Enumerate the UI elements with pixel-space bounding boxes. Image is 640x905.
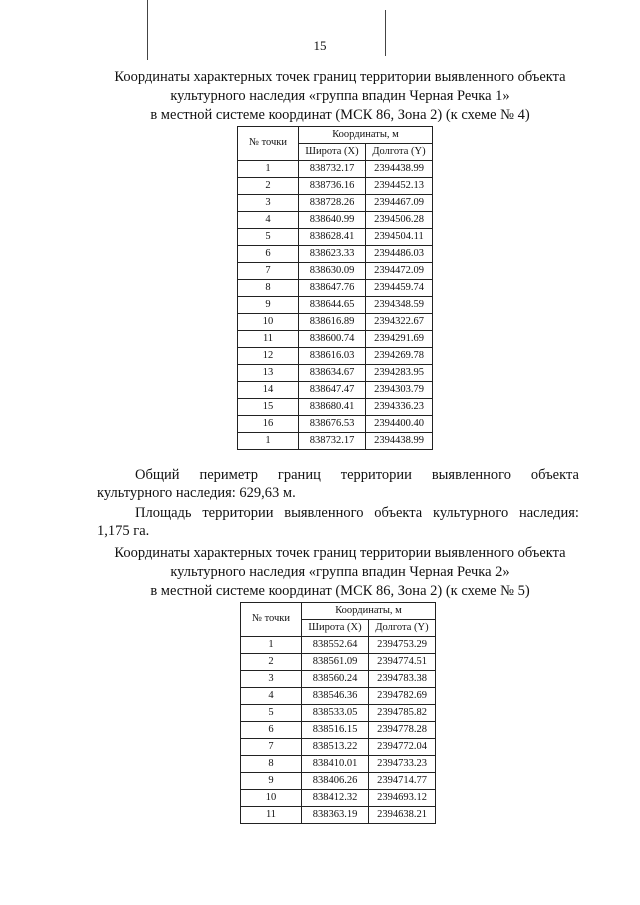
point-number: 6 [241,722,302,739]
latitude-x: 838732.17 [299,161,366,178]
latitude-x: 838560.24 [302,671,369,688]
longitude-y: 2394348.59 [366,297,433,314]
perimeter-word: территории [340,467,412,483]
area-word: наследия: [518,505,579,521]
table-row [238,297,433,314]
latitude-x: 838676.53 [299,416,366,433]
longitude-y: 2394322.67 [366,314,433,331]
table-row [238,365,433,382]
table-row [238,212,433,229]
table-row [238,229,433,246]
perimeter-line2: культурного наследия: 629,63 м. [97,485,296,501]
perimeter-line1 [97,466,579,484]
section2-heading-line1: Координаты характерных точек границ территории выявленного объекта [114,545,566,561]
table-row [238,161,433,178]
point-number: 3 [238,195,299,212]
longitude-y: 2394452.13 [366,178,433,195]
latitude-x: 838406.26 [302,773,369,790]
latitude-x: 838616.89 [299,314,366,331]
header-lon: Долгота (Y) [369,620,436,637]
latitude-x: 838628.41 [299,229,366,246]
point-number: 14 [238,382,299,399]
table-row [238,382,433,399]
table-row [238,331,433,348]
latitude-x: 838644.65 [299,297,366,314]
longitude-y: 2394504.11 [366,229,433,246]
point-number: 4 [241,688,302,705]
section2-heading-line3: в местной системе координат (МСК 86, Зона 2) (к схеме № 5) [150,583,530,599]
point-number: 2 [238,178,299,195]
longitude-y: 2394291.69 [366,331,433,348]
perimeter-word: объекта [530,467,579,483]
table-row [238,263,433,280]
latitude-x: 838736.16 [299,178,366,195]
table-row [238,348,433,365]
point-number: 1 [241,637,302,654]
header-lat: Широта (X) [299,144,366,161]
area-paragraph [97,504,579,540]
latitude-x: 838552.64 [302,637,369,654]
latitude-x: 838513.22 [302,739,369,756]
latitude-x: 838623.33 [299,246,366,263]
longitude-y: 2394638.21 [369,807,436,824]
table-row [238,433,433,450]
table-row [241,722,436,739]
point-number: 13 [238,365,299,382]
latitude-x: 838640.99 [299,212,366,229]
longitude-y: 2394774.51 [369,654,436,671]
latitude-x: 838546.36 [302,688,369,705]
point-number: 6 [238,246,299,263]
longitude-y: 2394303.79 [366,382,433,399]
point-number: 8 [241,756,302,773]
point-number: 4 [238,212,299,229]
perimeter-word: выявленного [431,467,512,483]
longitude-y: 2394733.23 [369,756,436,773]
table-row [241,756,436,773]
header-lat: Широта (X) [302,620,369,637]
section1-heading-line2: культурного наследия «группа впадин Черная Речка 1» [170,88,510,104]
point-number: 9 [238,297,299,314]
latitude-x: 838533.05 [302,705,369,722]
table-row [241,671,436,688]
point-number: 15 [238,399,299,416]
table-row [238,178,433,195]
area-word: объекта [374,505,423,521]
table-row [241,688,436,705]
point-number: 1 [238,161,299,178]
perimeter-word: границ [277,467,321,483]
longitude-y: 2394782.69 [369,688,436,705]
table-row [238,314,433,331]
table-row [241,807,436,824]
latitude-x: 838647.76 [299,280,366,297]
header-lon: Долгота (Y) [366,144,433,161]
longitude-y: 2394506.28 [366,212,433,229]
section2-heading-line2: культурного наследия «группа впадин Черная Речка 2» [170,564,510,580]
area-word: Площадь [135,505,192,521]
longitude-y: 2394438.99 [366,433,433,450]
longitude-y: 2394283.95 [366,365,433,382]
table-row [238,416,433,433]
header-point: № точки [241,603,302,637]
point-number: 2 [241,654,302,671]
header-coords: Координаты, м [299,127,433,144]
longitude-y: 2394783.38 [369,671,436,688]
latitude-x: 838616.03 [299,348,366,365]
latitude-x: 838728.26 [299,195,366,212]
point-number: 7 [238,263,299,280]
point-number: 11 [238,331,299,348]
coordinates-table-1 [237,126,433,450]
longitude-y: 2394486.03 [366,246,433,263]
point-number: 8 [238,280,299,297]
point-number: 16 [238,416,299,433]
longitude-y: 2394753.29 [369,637,436,654]
latitude-x: 838412.32 [302,790,369,807]
latitude-x: 838561.09 [302,654,369,671]
section1-heading-line3: в местной системе координат (МСК 86, Зона 2) (к схеме № 4) [150,107,530,123]
area-word: культурного [432,505,509,521]
point-number: 10 [238,314,299,331]
longitude-y: 2394472.09 [366,263,433,280]
latitude-x: 838516.15 [302,722,369,739]
latitude-x: 838600.74 [299,331,366,348]
point-number: 5 [238,229,299,246]
table-row [241,705,436,722]
latitude-x: 838680.41 [299,399,366,416]
area-word: выявленного [284,505,364,521]
point-number: 12 [238,348,299,365]
longitude-y: 2394772.04 [369,739,436,756]
section2-heading [60,544,620,601]
longitude-y: 2394269.78 [366,348,433,365]
coordinates-table-2 [240,602,436,824]
header-coords: Координаты, м [302,603,436,620]
table-row [241,637,436,654]
longitude-y: 2394785.82 [369,705,436,722]
latitude-x: 838410.01 [302,756,369,773]
point-number: 3 [241,671,302,688]
longitude-y: 2394336.23 [366,399,433,416]
table-row [238,280,433,297]
section1-heading [60,68,620,125]
longitude-y: 2394438.99 [366,161,433,178]
perimeter-paragraph [97,466,579,502]
point-number: 10 [241,790,302,807]
point-number: 1 [238,433,299,450]
latitude-x: 838363.19 [302,807,369,824]
section1-heading-line1: Координаты характерных точек границ территории выявленного объекта [114,69,566,85]
point-number: 7 [241,739,302,756]
longitude-y: 2394714.77 [369,773,436,790]
table-row [238,399,433,416]
longitude-y: 2394778.28 [369,722,436,739]
longitude-y: 2394693.12 [369,790,436,807]
area-line1 [97,504,579,522]
table-row [241,773,436,790]
latitude-x: 838634.67 [299,365,366,382]
table-row [241,739,436,756]
point-number: 5 [241,705,302,722]
point-number: 11 [241,807,302,824]
table-row [241,654,436,671]
area-word: территории [202,505,274,521]
table-row [238,246,433,263]
table-row [238,195,433,212]
longitude-y: 2394459.74 [366,280,433,297]
latitude-x: 838647.47 [299,382,366,399]
table-row [241,790,436,807]
latitude-x: 838630.09 [299,263,366,280]
page-number: 15 [313,38,327,53]
latitude-x: 838732.17 [299,433,366,450]
perimeter-word: Общий [135,467,180,483]
perimeter-word: периметр [199,467,259,483]
point-number: 9 [241,773,302,790]
header-point: № точки [238,127,299,161]
longitude-y: 2394467.09 [366,195,433,212]
area-line2: 1,175 га. [97,523,150,539]
longitude-y: 2394400.40 [366,416,433,433]
